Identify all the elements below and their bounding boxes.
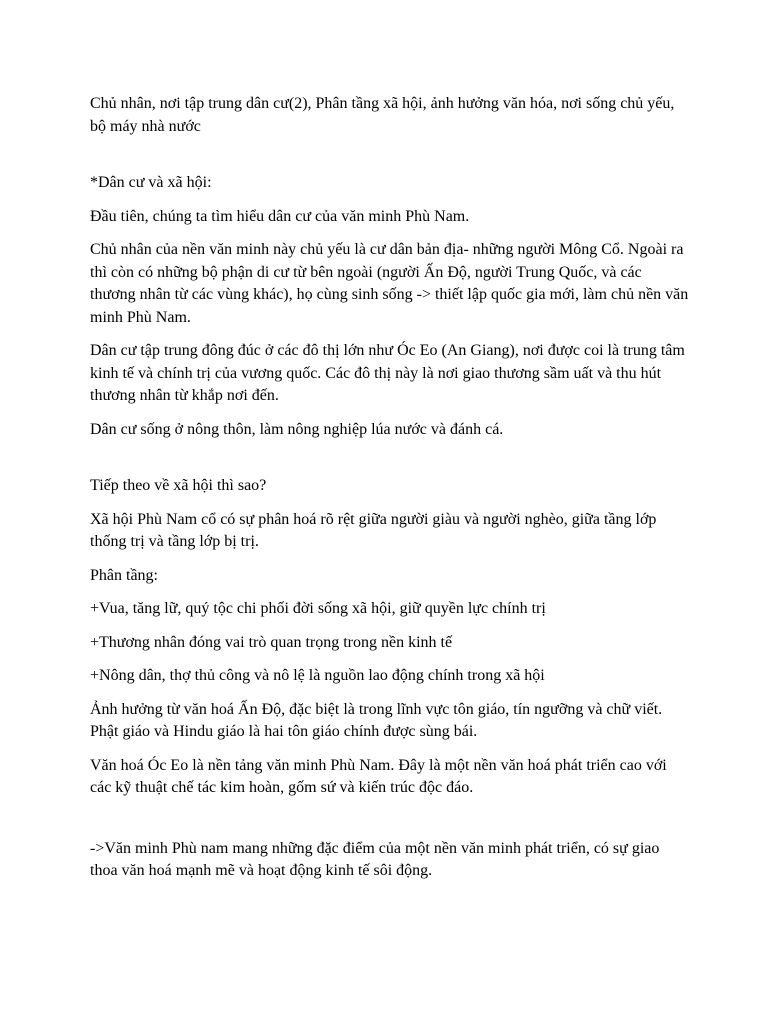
topic-summary: Chủ nhân, nơi tập trung dân cư(2), Phân tầng xã hội, ảnh hưởng văn hóa, nơi sống chủ yếu, bộ máy nhà nước [90,95,675,135]
stratification-item-laborers: +Nông dân, thợ thủ công và nô lệ là nguồn lao động chính trong xã hội [90,667,545,684]
stratification-item-rulers: +Vua, tăng lữ, quý tộc chi phối đời sống xã hội, giữ quyền lực chính trị [90,600,546,617]
stratification-heading: Phân tầng: [90,566,158,584]
paragraph-urban: Dân cư tập trung đông đúc ở các đô thị lớn như Óc Eo (An Giang), nơi được coi là trung tâm kinh tế và chính trị của vương quốc. Các đô thị này là nơi giao thương sầm uất và thu hút thương nhân từ khắp nơi đến. [90,342,685,404]
section-heading-population: *Dân cư và xã hội: [90,174,212,191]
paragraph-rural: Dân cư sống ở nông thôn, làm nông nghiệp lúa nước và đánh cá. [90,420,504,438]
paragraph-society: Xã hội Phù Nam cổ có sự phân hoá rõ rệt giữa người giàu và người nghèo, giữa tầng lớp thống trị và tầng lớp bị trị. [90,510,657,550]
section-question-society: Tiếp theo về xã hội thì sao? [90,477,267,494]
paragraph-owners: Chủ nhân của nền văn minh này chủ yếu là cư dân bản địa- những người Mông Cổ. Ngoài ra thì còn có những bộ phận di cư từ bên ngoài (người Ấn Độ, người Trung Quốc, và các thương nhân từ các vùng khác), họ cùng sinh sống -> thiết lập quốc gia mới, làm chủ nền văn minh Phù Nam. [90,241,689,326]
stratification-item-merchants: +Thương nhân đóng vai trò quan trọng trong nền kinh tế [90,633,453,651]
paragraph-conclusion: ->Văn minh Phù nam mang những đặc điểm của một nền văn minh phát triển, có sự giao thoa văn hoá mạnh mẽ và hoạt động kinh tế sôi động. [90,839,660,879]
document-body [90,93,690,894]
paragraph-indian-influence: Ảnh hưởng từ văn hoá Ấn Độ, đặc biệt là trong lĩnh vực tôn giáo, tín ngưỡng và chữ viết. Phật giáo và Hindu giáo là hai tôn giáo chính được sùng bái. [90,700,663,740]
paragraph-intro: Đầu tiên, chúng ta tìm hiểu dân cư của văn minh Phù Nam. [90,207,470,225]
paragraph-oc-eo-culture: Văn hoá Óc Eo là nền tảng văn minh Phù Nam. Đây là một nền văn hoá phát triển cao với các kỹ thuật chế tác kim hoàn, gốm sứ và kiến trúc độc đáo. [90,756,667,796]
